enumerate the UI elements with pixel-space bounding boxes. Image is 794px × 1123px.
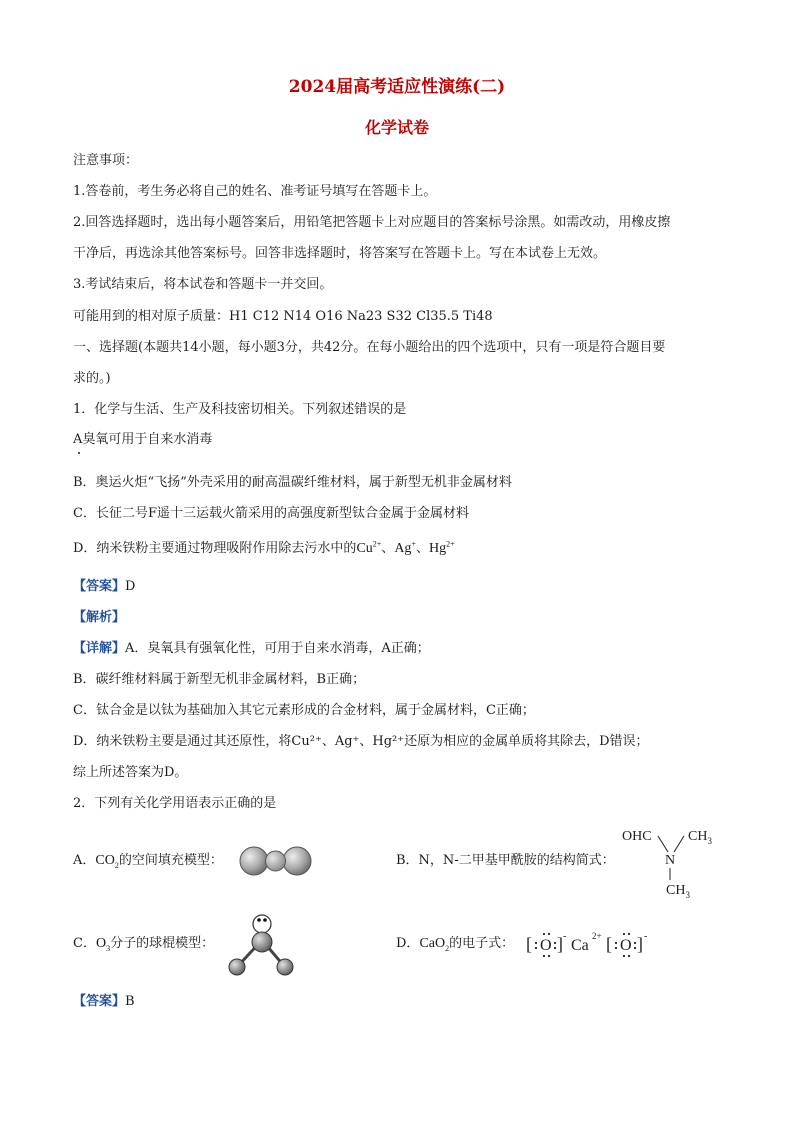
nitrogen-label: N	[665, 853, 676, 868]
q1-detail-d: D．纳米铁粉主要是通过其还原性，将Cu²⁺、Ag⁺、Hg²⁺还原为相应的金属单质将其除去，D错误；	[73, 734, 649, 749]
option-label: C．	[73, 936, 96, 951]
cao2-electron-formula	[526, 928, 678, 962]
q1-option-c: C．长征二号F遥十三运载火箭采用的高强度新型钛合金属于金属材料	[73, 506, 469, 521]
option-label: A．	[73, 853, 96, 868]
charge-ca: 2+	[592, 931, 602, 941]
answer-tag: 【答案】	[73, 579, 126, 594]
formula-o3: $O_3$	[95, 936, 111, 953]
ion-ag: Ag+	[394, 539, 416, 556]
svg-text:[: [	[606, 934, 612, 954]
option-c-text: 分子的球棍模型：	[110, 936, 215, 951]
detail-tag: 【详解】	[73, 641, 126, 656]
o3-ball-and-stick-model	[224, 910, 298, 978]
q1-analysis	[73, 609, 125, 627]
q1-detail-c: C．钛合金是以钛为基础加入其它元素形成的合金材料，属于金属材料，C正确；	[73, 703, 535, 718]
svg-text:]: ]	[557, 934, 563, 954]
notice-item-2-line-1: 2.回答选择题时，选出每小题答案后，用铅笔把答题卡上对应题目的答案标号涂黑。如需改动，用橡皮擦	[73, 215, 671, 230]
ion-hg: $Hg^{2+}$	[428, 539, 455, 556]
ion-cu: $Cu^{2+}$	[356, 539, 382, 556]
exam-title: 2024届高考适应性演练(二)	[288, 77, 506, 97]
notice-item-2-line-2: 干净后，再选涂其他答案标号。回答非选择题时，将答案写在答题卡上。写在本试卷上无效。	[73, 246, 607, 261]
q1-option-d	[73, 540, 455, 558]
dmf-structure-diagram	[620, 822, 720, 900]
option-d-text: 的电子式：	[449, 936, 515, 951]
q1-summary: 综上所述答案为D。	[73, 765, 188, 780]
formula-cao2: CaO$_2$	[419, 936, 450, 953]
svg-text:[: [	[526, 934, 532, 954]
q1-detail-b: B．碳纤维材料属于新型无机非金属材料，B正确；	[73, 672, 366, 687]
option-a-text: 的空间填充模型：	[118, 853, 223, 868]
q2-option-d	[396, 935, 514, 953]
detail-a-text: A．臭氧具有强氧化性，可用于自来水消毒，A正确；	[125, 641, 430, 656]
stray-dot	[78, 452, 80, 454]
charge-minus-2: -	[644, 931, 648, 942]
ohc-label: OHC	[622, 829, 652, 844]
option-label: D．	[396, 936, 420, 951]
answer-value: D	[125, 579, 136, 594]
ch3-bottom: $CH_3$	[666, 883, 690, 900]
q1-option-a: A臭氧可用于自来水消毒	[73, 432, 213, 447]
q1-detail-a	[73, 640, 430, 658]
q2-option-a	[73, 852, 223, 870]
atomic-masses: 可能用到的相对原子质量：H1 C12 N14 O16 Na23 S32 Cl35.5 Ti48	[73, 309, 493, 324]
oxygen-2: O	[620, 937, 632, 954]
charge-minus-1: -	[563, 931, 567, 942]
notice-item-1: 1.答卷前，考生务必将自己的姓名、准考证号填写在答题卡上。	[73, 184, 437, 199]
exam-subtitle: 化学试卷	[364, 118, 429, 137]
separator: 、	[415, 541, 429, 556]
q2-answer	[73, 993, 135, 1011]
analysis-tag: 【解析】	[73, 610, 126, 625]
svg-text:]: ]	[637, 934, 643, 954]
section-intro-line-1: 一、选择题(本题共14小题，每小题3分，共42分。在每小题给出的四个选项中，只有一项是符合题目要	[73, 340, 666, 355]
separator: 、	[381, 541, 395, 556]
q2-option-c	[73, 935, 214, 953]
oxygen-1: O	[540, 937, 552, 954]
q1-stem: 1．化学与生活、生产及科技密切相关。下列叙述错误的是	[73, 402, 407, 417]
q1-option-b: B．奥运火炬“飞扬”外壳采用的耐高温碳纤维材料，属于新型无机非金属材料	[73, 475, 512, 490]
q2-stem: 2．下列有关化学用语表示正确的是	[73, 796, 277, 811]
q2-option-b: B．N，N-二甲基甲酰胺的结构简式：	[396, 853, 615, 868]
answer-value: B	[125, 994, 135, 1009]
answer-tag: 【答案】	[73, 994, 126, 1009]
ch3-top: $CH_3$	[688, 829, 712, 846]
formula-co2: $CO_2$	[95, 853, 119, 870]
calcium: Ca	[571, 937, 589, 954]
section-intro-line-2: 求的。)	[73, 371, 111, 386]
notice-item-3: 3.考试结束后，将本试卷和答题卡一并交回。	[73, 277, 333, 292]
q1-answer	[73, 578, 135, 596]
q1-option-d-text: D．纳米铁粉主要通过物理吸附作用除去污水中的	[73, 541, 357, 556]
notice-heading: 注意事项：	[73, 153, 139, 168]
co2-space-filling-model	[238, 845, 314, 877]
